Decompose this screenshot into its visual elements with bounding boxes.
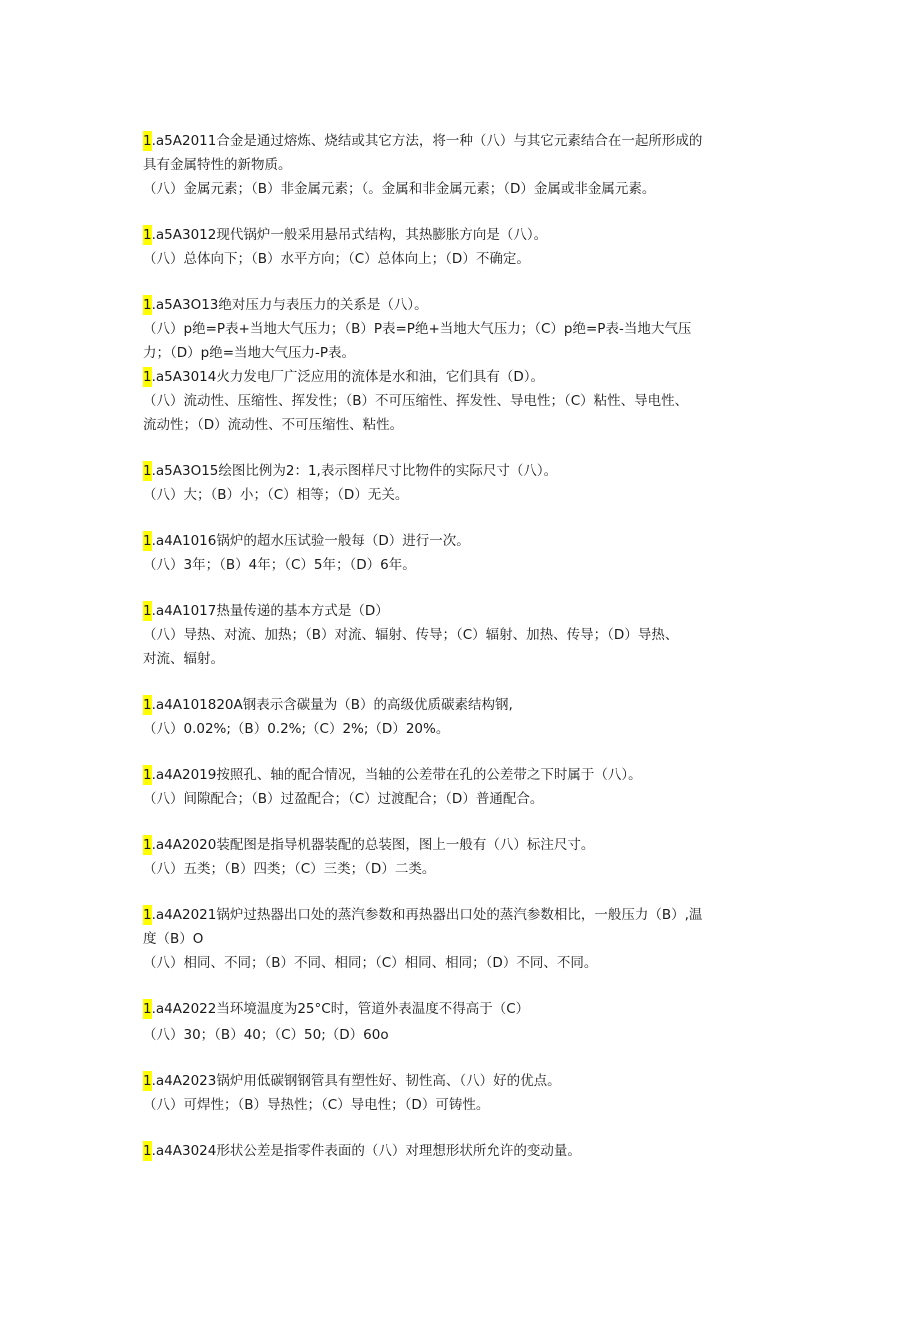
question-item: [143, 1139, 783, 1163]
question-number-highlight: 1: [143, 297, 152, 313]
question-item: [143, 997, 783, 1047]
question-item: [143, 529, 783, 577]
question-number-highlight: 1: [143, 227, 152, 243]
question-text: 1.a4A3024形状公差是指零件表面的（八）对理想形状所允许的变动量。: [143, 1143, 581, 1159]
answer-options: （八）流动性、压缩性、挥发性；（B）不可压缩性、挥发性、导电性；（C）粘性、导电性、: [143, 393, 689, 409]
question-item: [143, 365, 783, 437]
document-page: [143, 129, 783, 1163]
question-text: 1.a4A2019按照孔、轴的配合情况，当轴的公差带在孔的公差带之下时属于（八）。: [143, 767, 642, 783]
question-text: 1.a5A2011合金是通过熔炼、烧结或其它方法，将一种（八）与其它元素结合在一起所形成的: [143, 133, 703, 149]
question-number-highlight: 1: [143, 369, 152, 385]
answer-options: （八）可焊性；（B）导热性；（C）导电性；（D）可铸性。: [143, 1097, 490, 1113]
answer-options: （八）30；（B）40；（C）50;（D）60o: [143, 1027, 389, 1043]
answer-options: （八）大；（B）小；（C）相等；（D）无关。: [143, 487, 409, 503]
answer-options-continued: 流动性；（D）流动性、不可压缩性、粘性。: [143, 417, 404, 433]
question-text: 1.a4A2022当环境温度为25°C时，管道外表温度不得高于（C）: [143, 1001, 530, 1017]
question-number-highlight: 1: [143, 533, 152, 549]
question-number-highlight: 1: [143, 1143, 152, 1159]
question-text-continued: 具有金属特性的新物质。: [143, 157, 292, 173]
answer-options: （八）3年；（B）4年；（C）5年；（D）6年。: [143, 557, 416, 573]
answer-options-continued: 力；（D）p绝=当地大气压力-P表。: [143, 345, 356, 361]
question-item: [143, 1069, 783, 1117]
question-item: [143, 293, 783, 365]
question-text: 1.a5A3O15绘图比例为2：1,表示图样尺寸比物件的实际尺寸（八）。: [143, 463, 558, 479]
question-number-highlight: 1: [143, 767, 152, 783]
question-text-continued: 度（B）O: [143, 931, 204, 947]
question-text: 1.a4A2023锅炉用低碳钢钢管具有塑性好、韧性高、（八）好的优点。: [143, 1073, 561, 1089]
question-text: 1.a5A3014火力发电厂广泛应用的流体是水和油，它们具有（D）。: [143, 369, 544, 385]
question-text: 1.a4A1016锅炉的超水压试验一般每（D）进行一次。: [143, 533, 470, 549]
answer-options: （八）相同、不同；（B）不同、相同；（C）相同、相同；（D）不同、不同。: [143, 955, 598, 971]
answer-options: （八）p绝=P表+当地大气压力；（B）P表=P绝+当地大气压力；（C）p绝=P表-当地大气压: [143, 321, 692, 337]
question-item: [143, 599, 783, 671]
question-text: 1.a4A1017热量传递的基本方式是（D）: [143, 603, 389, 619]
question-item: [143, 903, 783, 975]
question-text: 1.a5A3O13绝对压力与表压力的关系是（八）。: [143, 297, 428, 313]
question-number-highlight: 1: [143, 463, 152, 479]
question-item: [143, 833, 783, 881]
answer-options-continued: 对流、辐射。: [143, 651, 224, 667]
question-item: [143, 459, 783, 507]
question-text: 1.a4A2020装配图是指导机器装配的总装图，图上一般有（八）标注尺寸。: [143, 837, 595, 853]
question-number-highlight: 1: [143, 1001, 152, 1017]
answer-options: （八）导热、对流、加热；（B）对流、辐射、传导；（C）辐射、加热、传导；（D）导热、: [143, 627, 679, 643]
question-item: [143, 693, 783, 741]
question-number-highlight: 1: [143, 133, 152, 149]
answer-options: （八）金属元素；（B）非金属元素；（。金属和非金属元素；（D）金属或非金属元素。: [143, 181, 656, 197]
question-item: [143, 129, 783, 201]
question-number-highlight: 1: [143, 603, 152, 619]
question-text: 1.a4A2021锅炉过热器出口处的蒸汽参数和再热器出口处的蒸汽参数相比，一般压力（B）,温: [143, 907, 703, 923]
question-number-highlight: 1: [143, 907, 152, 923]
answer-options: （八）间隙配合；（B）过盈配合；（C）过渡配合；（D）普通配合。: [143, 791, 544, 807]
question-number-highlight: 1: [143, 697, 152, 713]
question-text: 1.a4A101820A钢表示含碳量为（B）的高级优质碳素结构钢,: [143, 697, 513, 713]
answer-options: （八）总体向下；（B）水平方向；（C）总体向上；（D）不确定。: [143, 251, 530, 267]
question-number-highlight: 1: [143, 837, 152, 853]
question-item: [143, 223, 783, 271]
question-text: 1.a5A3012现代锅炉一般采用悬吊式结构，其热膨胀方向是（八）。: [143, 227, 548, 243]
question-item: [143, 763, 783, 811]
answer-options: （八）0.02%;（B）0.2%;（C）2%;（D）20%。: [143, 721, 450, 737]
question-number-highlight: 1: [143, 1073, 152, 1089]
answer-options: （八）五类；（B）四类；（C）三类；（D）二类。: [143, 861, 436, 877]
